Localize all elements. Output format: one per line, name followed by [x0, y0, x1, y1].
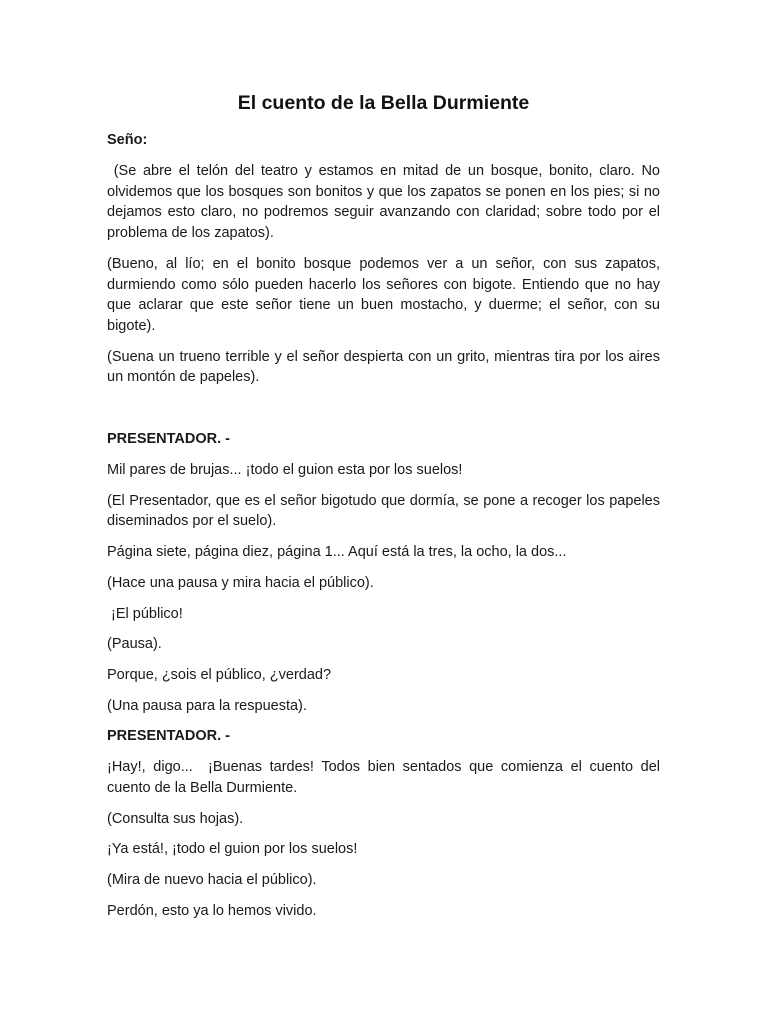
paragraph: (Hace una pausa y mira hacia el público).	[107, 574, 374, 591]
paragraph: Perdón, esto ya lo hemos vivido.	[107, 902, 317, 919]
document-title: El cuento de la Bella Durmiente	[237, 92, 530, 114]
paragraph: (Consulta sus hojas).	[107, 810, 244, 827]
speaker-label: PRESENTADOR. -	[107, 728, 230, 745]
paragraph: Página siete, página diez, página 1... Aquí está la tres, la ocho, la dos...	[107, 544, 567, 561]
paragraph: ¡Ya está!, ¡todo el guion por los suelos!	[107, 841, 358, 858]
paragraph: (Bueno, al lío; en el bonito bosque podemos ver a un señor, con sus zapatos, durmiendo como sólo pueden hacerlo los señores con bigote. Entiendo que no hay que aclarar que este señor tiene un buen mostacho, y duerme; el señor, con su bigote).	[107, 255, 660, 334]
paragraph: (Pausa).	[107, 636, 162, 653]
paragraph: ¡Hay!, digo... ¡Buenas tardes! Todos bien sentados que comienza el cuento del cuento de la Bella Durmiente.	[107, 759, 665, 797]
section-presentador-1	[107, 429, 660, 716]
document-page	[107, 88, 665, 932]
paragraph: (Se abre el telón del teatro y estamos en mitad de un bosque, bonito, claro. No olvidemos que los bosques son bonitos y que los zapatos se ponen en los pies; si no dejamos esto claro, no podremos seguir avanzando con claridad; sobre todo por el problema de los zapatos).	[107, 163, 665, 242]
paragraph: Mil pares de brujas... ¡todo el guion esta por los suelos!	[107, 462, 463, 479]
paragraph: ¡El público!	[107, 605, 183, 622]
section-presentador-2	[107, 726, 665, 921]
paragraph: (Mira de nuevo hacia el público).	[107, 872, 317, 889]
paragraph: (El Presentador, que es el señor bigotudo que dormía, se pone a recoger los papeles diseminados por el suelo).	[107, 492, 660, 530]
paragraph: Porque, ¿sois el público, ¿verdad?	[107, 666, 332, 683]
paragraph: (Suena un trueno terrible y el señor despierta con un grito, mientras tira por los aires un montón de papeles).	[107, 348, 660, 386]
section-seno	[107, 130, 665, 388]
section-spacer	[107, 398, 660, 429]
speaker-label: PRESENTADOR. -	[107, 431, 230, 448]
speaker-label: Seño:	[107, 132, 148, 148]
paragraph: (Una pausa para la respuesta).	[107, 697, 307, 714]
